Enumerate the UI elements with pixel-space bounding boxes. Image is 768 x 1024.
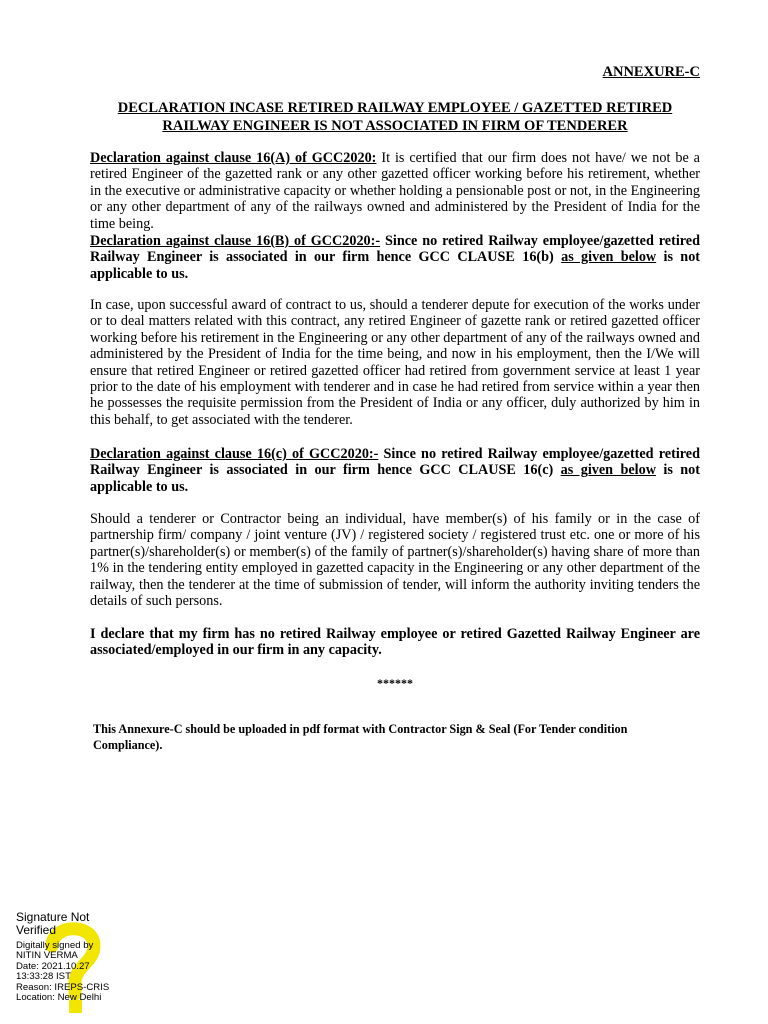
employment-paragraph: In case, upon successful award of contract to us, should a tenderer depute for execution of the works under or to deal matters related with this contract, any retired Engineer of gazette rank or retired gazetted officer working before his retirement in the Engineering or any other department of any of the railways owned and administered by the President of India for the time being, and now in his employment, then the I/We will ensure that retired Engineer or retired gazetted officer had retired from government service at least 1 year prior to the date of his employment with tenderer and in case he had retired from service within a year then he possesses the requisite permission from the President of India or any officer, duly authorized by him in this behalf, to get associated with the tenderer. [90,297,700,428]
signature-location: Location: New Delhi [16,992,102,1004]
clause-16c-heading: Declaration against clause 16(c) of GCC2020:- [90,446,379,462]
clause-16c-text-end: is not applicable to us. [90,462,701,495]
title-line-1: DECLARATION INCASE RETIRED RAILWAY EMPLOYEE / GAZETTED RETIRED [117,100,673,116]
signature-time: 13:33:28 IST [16,971,71,983]
clause-16c-text: Since no retired Railway employee/gazetted retired Railway Engineer is associated in our firm hence GCC CLAUSE 16(c) [90,446,700,479]
signature-signed-by: Digitally signed by [16,940,94,951]
clause-16b-text: Since no retired Railway employee/gazetted retired Railway Engineer is associated in our firm hence GCC CLAUSE 16(b) [90,233,700,266]
clause-16b-text-end: is not applicable to us. [90,249,701,282]
upload-instruction-note: This Annexure-C should be uploaded in pdf format with Contractor Sign & Seal (For Tender condition Compliance). [93,722,628,752]
clause-16a-text: It is certified that our firm does not have/ we not be a retired Engineer of the gazetted rank or any other gazetted officer working before his retirement, whether in the executive or administrative capacity or whether holding a pensionable post or not, in the Engineering or any other department of any of the railways owned and administered by the President of India for the time being. [90,150,700,232]
clause-16a-paragraph [90,150,700,232]
separator-stars: ****** [377,676,413,690]
annexure-label: ANNEXURE-C [602,64,700,80]
digital-signature-block [14,910,154,1020]
clause-16c-paragraph [90,446,700,495]
title-line-2: RAILWAY ENGINEER IS NOT ASSOCIATED IN FIRM OF TENDERER [162,118,628,134]
family-member-paragraph: Should a tenderer or Contractor being an individual, have member(s) of his family or in the case of partnership firm/ company / joint venture (JV) / registered society / registered trust etc. one or more of his partner(s)/shareholder(s) or member(s) of the family of partner(s)/shareholder(s) having share of more than 1% in the tendering entity employed in gazetted capacity in the Engineering or any other department of the railway, then the tenderer at the time of submission of tender, will inform the authority inviting tenders the details of such persons. [90,511,700,610]
clause-16b-paragraph [90,233,700,282]
signature-date: Date: 2021.10.27 [16,960,90,972]
clause-16c-as-given-below: as given below [560,462,656,479]
signature-details [16,941,109,1003]
clause-16b-heading: Declaration against clause 16(B) of GCC2020:- [90,233,381,249]
signature-status-line-1: Signature Not [16,910,90,924]
signature-status-line-2: Verified [16,922,57,937]
signature-reason: Reason: IREPS-CRIS [16,981,110,993]
clause-16b-as-given-below: as given below [561,249,657,266]
declaration-statement: I declare that my firm has no retired Railway employee or retired Gazetted Railway Engineer are associated/employed in our firm in any capacity. [90,626,700,659]
document-title [90,99,700,135]
signature-name: NITIN VERMA [16,950,78,962]
clause-16a-heading: Declaration against clause 16(A) of GCC2020: [90,150,377,166]
signature-status [16,911,126,936]
